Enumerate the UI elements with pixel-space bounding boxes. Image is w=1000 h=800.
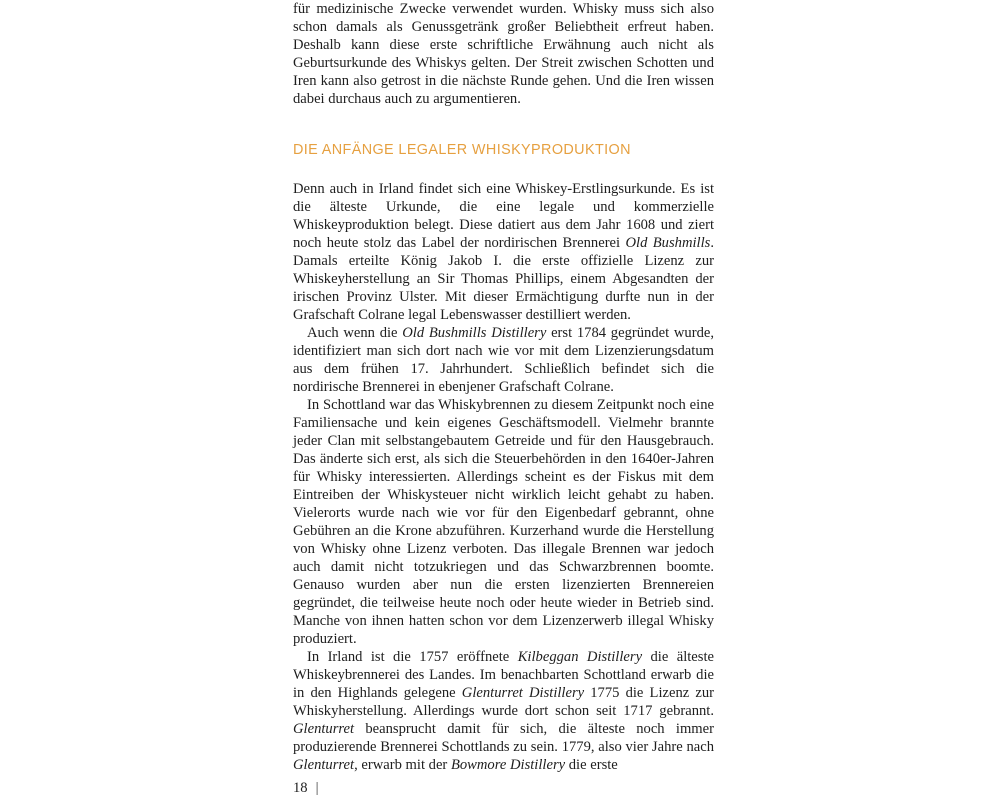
body-paragraphs bbox=[293, 180, 714, 774]
text-run: erst 1784 gegründet wurde, identifiziert man sich dort nach wie vor mit dem Lizenzierungsdatum aus dem frühen 17. Jahrhundert. Schließlich befindet sich die nordirische Brennerei in ebenjener Grafschaft Colrane. bbox=[293, 325, 714, 395]
top-paragraph bbox=[293, 0, 714, 108]
page-number: 18 bbox=[293, 780, 308, 796]
italic-run: Glenturret bbox=[293, 721, 355, 737]
page-footer bbox=[293, 779, 319, 797]
italic-run: Kilbeggan Distillery bbox=[517, 649, 643, 665]
paragraph bbox=[293, 396, 714, 648]
italic-run: Old Bushmills bbox=[625, 235, 711, 251]
text-run: . Damals erteilte König Jakob I. die erste offizielle Lizenz zur Whiskeyherstellung an Sir Thomas Phillips, einem Abgesandten der irischen Provinz Ulster. Mit dieser Ermächtigung durfte nun in der Grafschaft Colrane legal Lebenswasser destilliert werden. bbox=[293, 235, 714, 323]
text-run: Denn auch in Irland findet sich eine Whiskey-Erstlingsurkunde. Es ist die älteste Urkunde, die eine legale und kommerzielle Whiskeyproduktion belegt. Diese datiert aus dem Jahr 1608 und ziert noch heute stolz das Label der nordirischen Brennerei bbox=[293, 181, 714, 251]
italic-run: Bowmore Distillery bbox=[450, 757, 566, 773]
paragraph bbox=[293, 180, 714, 324]
text-run: beansprucht damit für sich, die älteste noch immer produzierende Brennerei Schottlands zu sein. 1779, also vier Jahre nach bbox=[293, 721, 714, 755]
footer-separator: | bbox=[315, 780, 319, 796]
paragraph bbox=[293, 648, 714, 774]
text-run: die älteste Whiskeybrennerei des Landes. Im benachbarten Schottland erwarb die in den Highlands gelegene bbox=[293, 649, 714, 701]
italic-run: Glenturret bbox=[293, 757, 355, 773]
italic-run: Old Bushmills Distillery bbox=[402, 325, 547, 341]
text-run: die erste bbox=[565, 757, 618, 773]
italic-run: Glenturret Distillery bbox=[461, 685, 585, 701]
text-run: 1775 die Lizenz zur Whiskyherstellung. Allerdings wurde dort schon seit 1717 gebrannt. bbox=[293, 685, 714, 719]
text-run: Auch wenn die bbox=[307, 325, 403, 341]
text-column bbox=[293, 0, 714, 774]
text-run: In Schottland war das Whiskybrennen zu diesem Zeitpunkt noch eine Familiensache und kein eigenes Geschäftsmodell. Vielmehr brannte jeder Clan mit selbstangebautem Getreide und für den Hausgebrauch. Das änderte sich erst, als sich die Steuerbehörden in den 1640er-Jahren für Whisky interessierten. Allerdings scheint es der Fiskus mit dem Eintreiben der Whiskysteuer nicht wirklich leicht gehabt zu haben. Vielerorts wurde nach wie vor für den Eigenbedarf gebrannt, ohne Gebühren an die Krone abzuführen. Kurzerhand wurde die Herstellung von Whisky ohne Lizenz verboten. Das illegale Brennen war jedoch auch damit nicht totzukriegen und das Schwarzbrennen boomte. Genauso wurden aber nun die ersten lizenzierten Brennereien gegründet, die teilweise heute noch oder heute wieder in Betrieb sind. Manche von ihnen hatten schon vor dem Lizenzerwerb illegal Whisky produziert. bbox=[293, 397, 714, 647]
section-heading: DIE ANFÄNGE LEGALER WHISKYPRODUKTION bbox=[293, 141, 631, 158]
text-run: In Irland ist die 1757 eröffnete bbox=[307, 649, 518, 665]
text-run: , erwarb mit der bbox=[354, 757, 451, 773]
text-run: für medizinische Zwecke verwendet wurden. Whisky muss sich also schon damals als Genussgetränk großer Beliebtheit erfreut haben. Deshalb kann diese erste schriftliche Erwähnung auch nicht als Geburtsurkunde des Whiskys gelten. Der Streit zwischen Schotten und Iren kann also getrost in die nächste Runde gehen. Und die Iren wissen dabei durchaus auch zu argumentieren. bbox=[293, 1, 714, 107]
paragraph bbox=[293, 324, 714, 396]
